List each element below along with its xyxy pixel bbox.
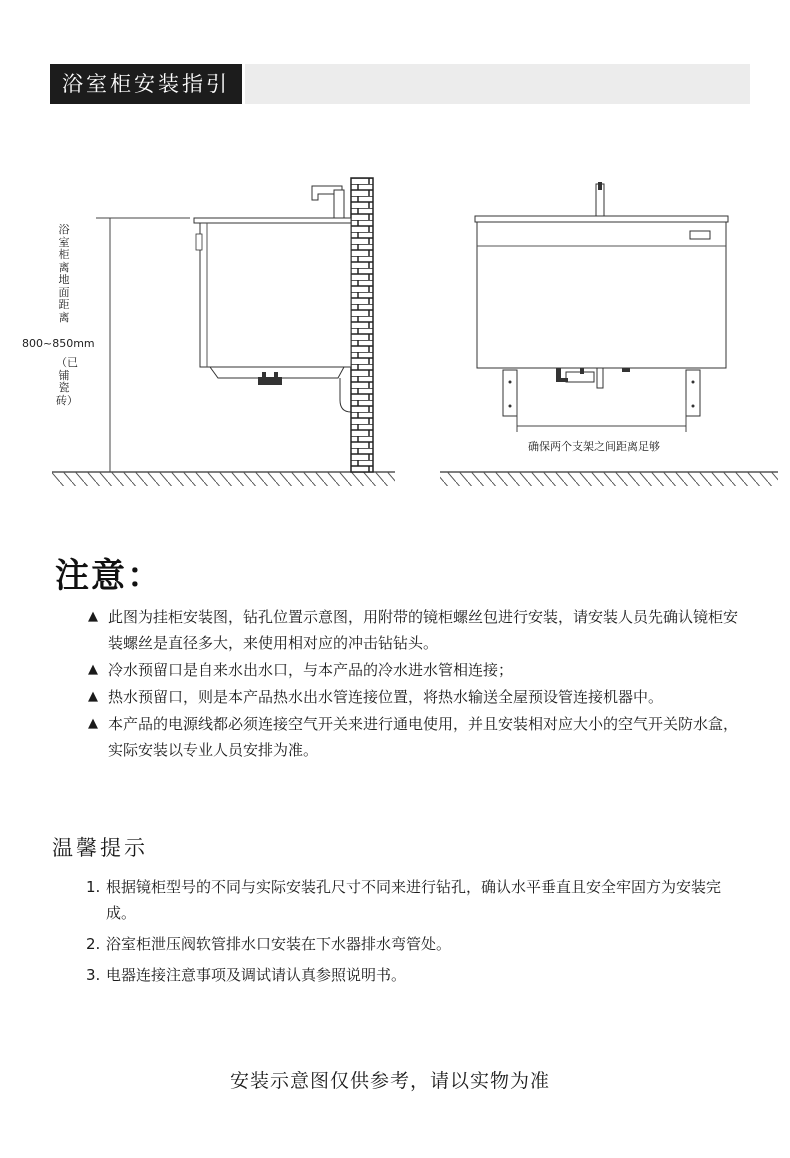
footer-disclaimer: 安装示意图仅供参考，请以实物为准 (229, 1070, 550, 1092)
tip-number: 3. (86, 966, 101, 984)
brick-wall (351, 178, 373, 472)
triangle-bullet-icon: ▲ (88, 716, 98, 731)
diagram-drawing (0, 160, 790, 500)
header-bar (50, 64, 750, 104)
notes-list (88, 604, 748, 764)
installation-diagram (0, 160, 790, 500)
floor-hatch-right (440, 472, 778, 486)
tips-title: 温馨提示 (52, 836, 148, 860)
height-label-vertical: 浴室柜离地面距离 (58, 223, 70, 324)
note-item: ▲ 此图为挂柜安装图，钻孔位置示意图，用附带的镜柜螺丝包进行安装，请安装人员先确认镜柜安装螺丝是直径多大，来使用相对应的冲击钻钻头。 (88, 604, 748, 656)
tip-item: 3. 电器连接注意事项及调试请认真参照说明书。 (86, 962, 746, 988)
note-item: ▲ 热水预留口，则是本产品热水出水管连接位置，将热水输送全屋预设管连接机器中。 (88, 684, 748, 710)
faucet-front-icon (596, 182, 604, 216)
bracket-left (503, 370, 517, 416)
valves-front-icon (556, 368, 630, 388)
height-label-note: （已铺瓷砖） (56, 356, 78, 407)
height-dimension-value: 800~850mm (22, 337, 95, 350)
note-item: ▲ 冷水预留口是自来水出水口，与本产品的冷水进水管相连接； (88, 657, 748, 683)
bracket-right (686, 370, 700, 416)
triangle-bullet-icon: ▲ (88, 689, 98, 704)
cabinet-side (200, 223, 351, 367)
triangle-bullet-icon: ▲ (88, 662, 98, 677)
tip-item: 2. 浴室柜泄压阀软管排水口安装在下水器排水弯管处。 (86, 931, 746, 957)
countertop-side (194, 218, 351, 223)
tips-list (86, 874, 746, 993)
bracket-distance-note: 确保两个支架之间距离足够 (528, 440, 660, 453)
tip-number: 2. (86, 935, 101, 953)
floor-hatch-left (52, 472, 395, 486)
tip-item: 1. 根据镜柜型号的不同与实际安装孔尺寸不同来进行钻孔，确认水平垂直且安全牢固方为安装完成。 (86, 874, 746, 926)
countertop-front (475, 216, 728, 222)
valve-side-icon (258, 372, 282, 385)
page-title: 浴室柜安装指引 (50, 64, 245, 104)
side-view (52, 178, 395, 486)
note-item: ▲ 本产品的电源线都必须连接空气开关来进行通电使用，并且安装相对应大小的空气开关防水盒，实际安装以专业人员安排为准。 (88, 711, 748, 763)
cabinet-front (477, 222, 726, 368)
control-panel-icon (690, 231, 710, 239)
faucet-side-icon (312, 186, 344, 218)
notes-title: 注意： (55, 556, 163, 596)
tip-number: 1. (86, 878, 101, 896)
triangle-bullet-icon: ▲ (88, 609, 98, 624)
